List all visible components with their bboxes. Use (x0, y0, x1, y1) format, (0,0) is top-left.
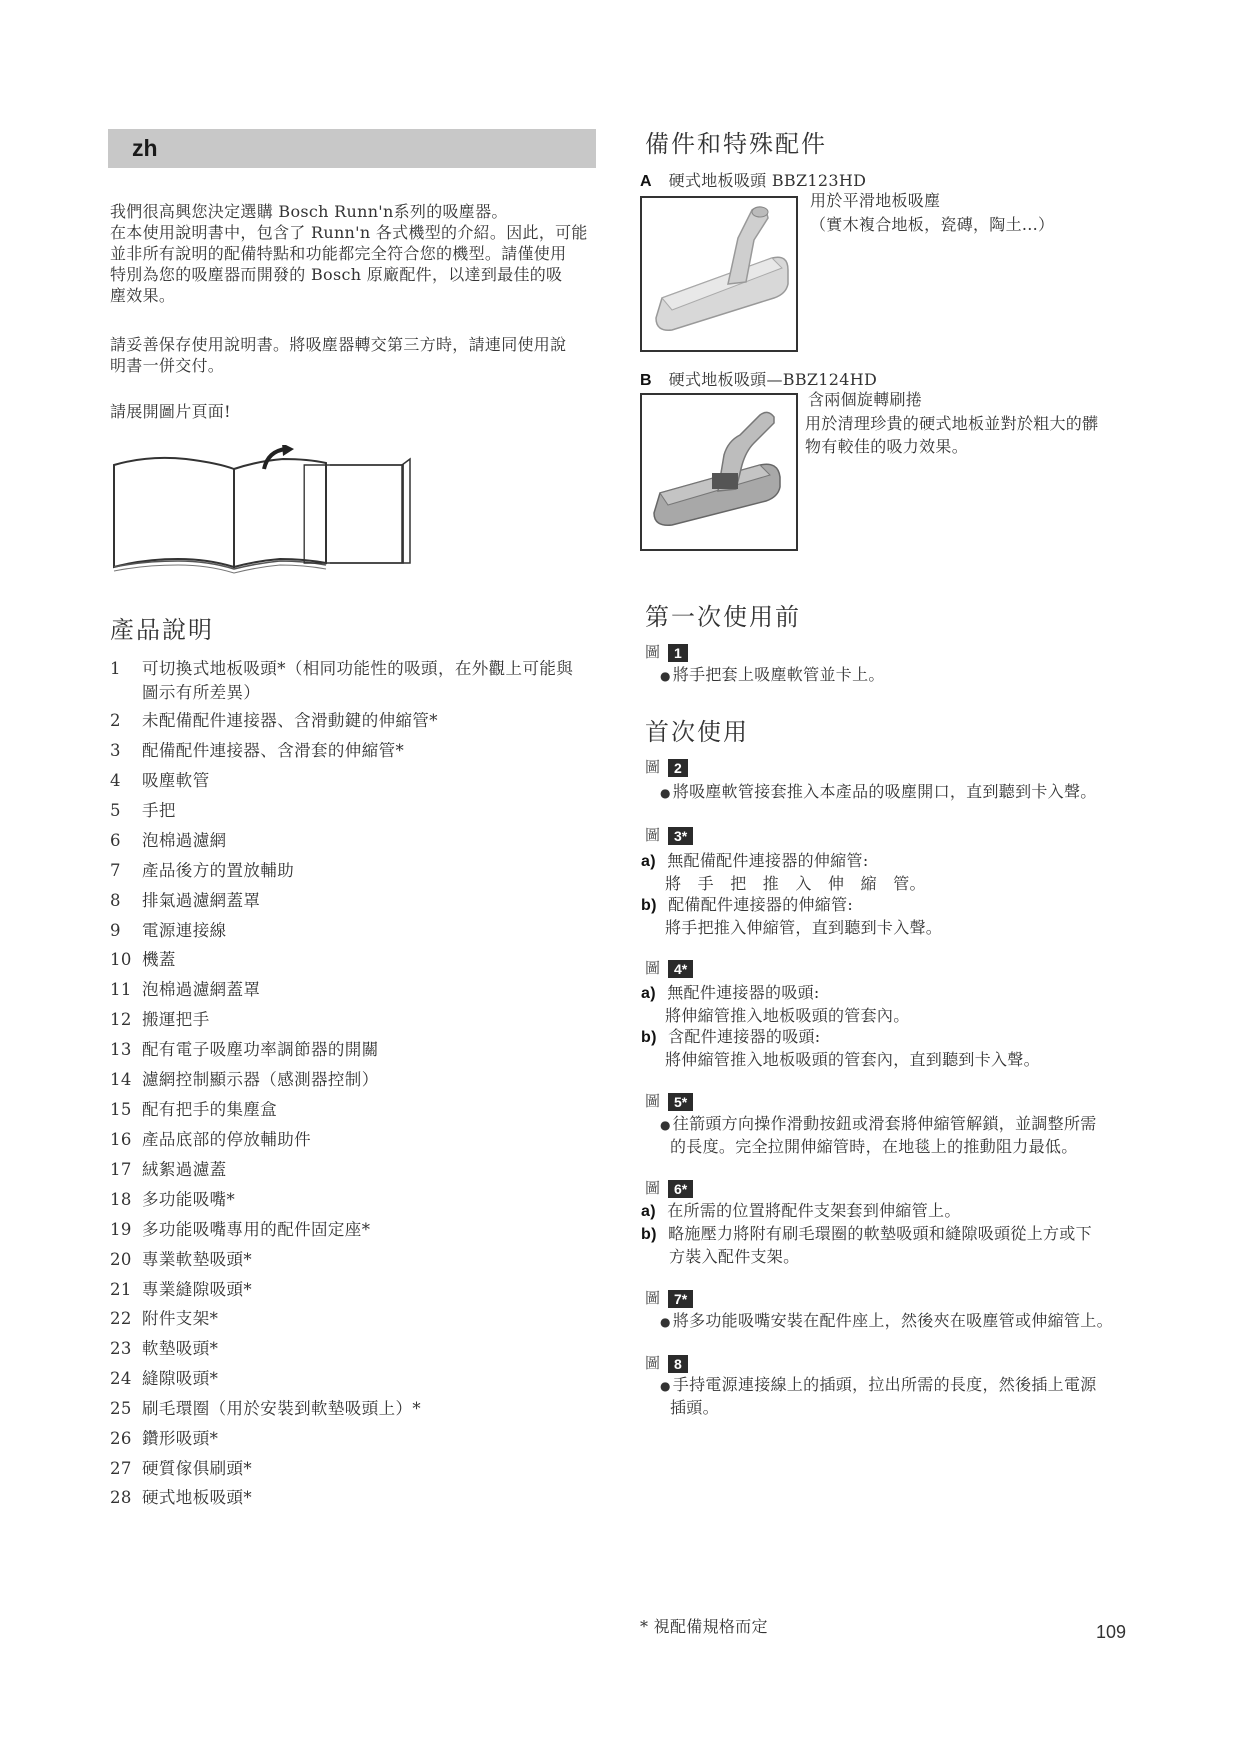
list-item (110, 767, 210, 791)
item-text: 排氣過濾網蓋罩 (142, 891, 261, 910)
item-text: 硬質傢俱刷頭* (142, 1459, 253, 1478)
sub-step-text: 將 手 把 推 入 伸 縮 管。 (665, 874, 926, 893)
list-item (110, 1305, 218, 1329)
item-number: 12 (110, 1010, 132, 1029)
intro-line: 特別為您的吸塵器而開發的 Bosch 原廠配件，以達到最佳的吸 (110, 265, 563, 284)
item-number: 6 (110, 831, 121, 850)
item-number: 16 (110, 1130, 132, 1149)
list-item (110, 1156, 227, 1180)
figure-5-ref (645, 1090, 693, 1111)
item-text: 機蓋 (142, 950, 176, 969)
step-3b (641, 894, 942, 939)
list-item (110, 1395, 421, 1419)
step-1-text: ● 將手把套上吸塵軟管並卡上。 (660, 664, 885, 687)
item-text: 配有把手的集塵盒 (142, 1100, 278, 1119)
list-item (110, 976, 260, 1000)
figure-number-badge: 8 (668, 1355, 688, 1373)
intro-line: 請妥善保存使用說明書。將吸塵器轉交第三方時，請連同使用說 (110, 335, 567, 354)
item-number: 20 (110, 1250, 132, 1269)
sub-step-text: 無配件連接器的吸頭: (667, 983, 820, 1002)
intro-line: 在本使用說明書中，包含了 Runn'n 各式機型的介紹。因此，可能 (110, 223, 588, 242)
language-tag: zh (132, 135, 158, 161)
sub-step-label: b) (641, 1226, 657, 1243)
figure-number-badge: 5* (668, 1093, 693, 1111)
figure-number-badge: 6* (668, 1180, 693, 1198)
accessory-b-title: 硬式地板吸頭—BBZ124HD (668, 370, 878, 389)
item-number: 19 (110, 1220, 132, 1239)
item-text: 多功能吸嘴* (142, 1190, 236, 1209)
hard-floor-nozzle-a-image (640, 196, 798, 352)
figure-label: 圖 (645, 1289, 661, 1307)
item-number: 22 (110, 1309, 132, 1328)
list-item (110, 1335, 218, 1359)
item-number: 9 (110, 921, 121, 940)
figure-label: 圖 (645, 826, 661, 844)
accessory-a-desc-1: 用於平滑地板吸塵 (810, 191, 941, 210)
figure-number-badge: 2 (668, 759, 688, 777)
sub-step-text: 方裝入配件支架。 (669, 1247, 800, 1266)
item-text: 配備配件連接器、含滑套的伸縮管* (142, 741, 405, 760)
step-line: ● 往箭頭方向操作滑動按鈕或滑套將伸縮管解鎖，並調整所需 (660, 1113, 1097, 1136)
figure-number-badge: 3* (668, 827, 693, 845)
accessory-b-letter: B (640, 372, 652, 389)
accessory-a-title: 硬式地板吸頭 BBZ123HD (668, 171, 867, 190)
step-2-text: ● 將吸塵軟管接套推入本產品的吸塵開口，直到聽到卡入聲。 (660, 781, 1097, 804)
figure-label: 圖 (645, 643, 661, 661)
accessory-b-desc-1: 含兩個旋轉刷捲 (808, 390, 923, 409)
accessory-a-letter: A (640, 173, 652, 190)
list-item (110, 827, 227, 851)
figure-8-ref (645, 1352, 688, 1373)
open-book-illustration (108, 445, 418, 585)
item-number: 2 (110, 711, 121, 730)
figure-3-ref (645, 824, 693, 845)
figure-2-ref (645, 756, 688, 777)
step-line: 插頭。 (670, 1398, 719, 1417)
sub-step-text: 含配件連接器的吸頭: (668, 1027, 821, 1046)
item-text: 泡棉過濾網 (142, 831, 227, 850)
accessory-b-desc-2: 用於清理珍貴的硬式地板並對於粗大的髒 (805, 414, 1099, 433)
before-first-use-heading: 第一次使用前 (645, 603, 801, 631)
step-line: ● 手持電源連接線上的插頭，拉出所需的長度，然後插上電源 (660, 1374, 1097, 1397)
item-text: 附件支架* (142, 1309, 219, 1328)
list-item (110, 1455, 252, 1479)
item-number: 26 (110, 1429, 132, 1448)
accessory-b-desc-3: 物有較佳的吸力效果。 (805, 437, 969, 456)
list-item (110, 946, 176, 970)
step-6a (641, 1200, 961, 1223)
item-text: 手把 (142, 801, 176, 820)
page-number: 109 (1096, 1622, 1127, 1642)
list-item (110, 1365, 218, 1389)
step-4b (641, 1026, 1040, 1071)
item-text-continued: 圖示有所差異） (142, 683, 261, 702)
sub-step-text: 將伸縮管推入地板吸頭的管套內，直到聽到卡入聲。 (665, 1050, 1040, 1069)
item-text: 絨絮過濾蓋 (142, 1160, 227, 1179)
footnote: * 視配備規格而定 (640, 1617, 768, 1636)
item-number: 3 (110, 741, 121, 760)
accessory-a-desc-2: （實木複合地板，瓷磚，陶土...） (810, 215, 1055, 234)
list-item (110, 707, 438, 731)
list-item (110, 797, 176, 821)
sub-step-label: a) (641, 1203, 656, 1220)
list-item (110, 1186, 235, 1210)
item-text: 吸塵軟管 (142, 771, 210, 790)
step-8-text (660, 1374, 1097, 1419)
intro-line: 塵效果。 (110, 286, 176, 305)
step-6b (641, 1223, 1092, 1268)
list-item (110, 655, 573, 703)
item-text: 泡棉過濾網蓋罩 (142, 980, 261, 999)
sub-step-label: b) (641, 897, 657, 914)
step-7-text: ● 將多功能吸嘴安裝在配件座上，然後夾在吸塵管或伸縮管上。 (660, 1310, 1113, 1333)
item-text: 產品底部的停放輔助件 (142, 1130, 311, 1149)
accessories-heading: 備件和特殊配件 (645, 130, 827, 158)
sub-step-text: 將伸縮管推入地板吸頭的管套內。 (665, 1006, 910, 1025)
sub-step-text: 在所需的位置將配件支架套到伸縮管上。 (667, 1201, 961, 1220)
item-number: 17 (110, 1160, 132, 1179)
figure-number-badge: 4* (668, 960, 693, 978)
list-item (110, 737, 404, 761)
step-4a (641, 982, 910, 1027)
product-heading: 產品說明 (110, 616, 214, 644)
figure-label: 圖 (645, 1354, 661, 1372)
item-number: 23 (110, 1339, 132, 1358)
item-number: 15 (110, 1100, 132, 1119)
sub-step-text: 配備配件連接器的伸縮管: (668, 895, 854, 914)
item-text: 可切換式地板吸頭*（相同功能性的吸頭，在外觀上可能與 (142, 659, 574, 678)
list-item (110, 1216, 370, 1240)
item-text: 配有電子吸塵功率調節器的開關 (142, 1040, 379, 1059)
list-item (110, 1126, 311, 1150)
item-number: 1 (110, 659, 121, 678)
step-line: 的長度。完全拉開伸縮管時，在地毯上的推動阻力最低。 (670, 1137, 1078, 1156)
list-item (110, 857, 294, 881)
item-number: 24 (110, 1369, 132, 1388)
figure-6-ref (645, 1177, 693, 1198)
hard-floor-nozzle-b-image (640, 393, 798, 551)
figure-label: 圖 (645, 758, 661, 776)
unfold-instruction: 請展開圖片頁面! (110, 402, 231, 421)
item-number: 28 (110, 1488, 132, 1507)
sub-step-text: 將手把推入伸縮管，直到聽到卡入聲。 (665, 918, 943, 937)
item-number: 13 (110, 1040, 132, 1059)
item-text: 多功能吸嘴專用的配件固定座* (142, 1220, 371, 1239)
item-text: 未配備配件連接器、含滑動鍵的伸縮管* (142, 711, 438, 730)
list-item (110, 1246, 252, 1270)
item-text: 專業軟墊吸頭* (142, 1250, 253, 1269)
intro-paragraph-1 (110, 201, 640, 306)
item-text: 軟墊吸頭* (142, 1339, 219, 1358)
item-number: 10 (110, 950, 132, 969)
item-text: 鑽形吸頭* (142, 1429, 219, 1448)
item-text: 縫隙吸頭* (142, 1369, 219, 1388)
first-use-heading: 首次使用 (645, 718, 749, 746)
item-text: 專業縫隙吸頭* (142, 1280, 253, 1299)
figure-7-ref (645, 1287, 693, 1308)
nozzle-a-icon (642, 198, 796, 350)
figure-label: 圖 (645, 1179, 661, 1197)
intro-paragraph-2 (110, 334, 640, 376)
item-number: 5 (110, 801, 121, 820)
intro-line: 並非所有說明的配備特點和功能都完全符合您的機型。請僅使用 (110, 244, 567, 263)
figure-4-ref (645, 957, 693, 978)
step-5-text (660, 1113, 1097, 1158)
list-item (110, 887, 260, 911)
item-number: 14 (110, 1070, 132, 1089)
sub-step-text: 略施壓力將附有刷毛環圈的軟墊吸頭和縫隙吸頭從上方或下 (668, 1224, 1092, 1243)
language-bar (108, 129, 596, 168)
figure-1-ref (645, 641, 688, 662)
figure-label: 圖 (645, 959, 661, 977)
item-number: 8 (110, 891, 121, 910)
figure-number-badge: 7* (668, 1290, 693, 1308)
list-item (110, 1276, 252, 1300)
item-number: 4 (110, 771, 121, 790)
item-number: 25 (110, 1399, 132, 1418)
item-number: 21 (110, 1280, 132, 1299)
item-text: 刷毛環圈（用於安裝到軟墊吸頭上）* (142, 1399, 422, 1418)
nozzle-b-icon (642, 395, 796, 549)
item-text: 產品後方的置放輔助 (142, 861, 295, 880)
item-text: 電源連接線 (142, 921, 227, 940)
intro-line: 明書一併交付。 (110, 356, 225, 375)
item-number: 27 (110, 1459, 132, 1478)
item-number: 7 (110, 861, 121, 880)
list-item (110, 1036, 379, 1060)
sub-step-label: b) (641, 1029, 657, 1046)
item-text: 搬運把手 (142, 1010, 210, 1029)
list-item (110, 1006, 210, 1030)
list-item (110, 1066, 379, 1090)
figure-label: 圖 (645, 1092, 661, 1110)
intro-line: 我們很高興您決定選購 Bosch Runn'n系列的吸塵器。 (110, 202, 508, 221)
sub-step-text: 無配備配件連接器的伸縮管: (667, 851, 869, 870)
item-text: 硬式地板吸頭* (142, 1488, 253, 1507)
item-text: 濾網控制顯示器（感測器控制） (142, 1070, 379, 1089)
list-item (110, 1484, 252, 1508)
figure-number-badge: 1 (668, 644, 688, 662)
sub-step-label: a) (641, 853, 656, 870)
item-number: 18 (110, 1190, 132, 1209)
sub-step-label: a) (641, 985, 656, 1002)
item-number: 11 (110, 980, 132, 999)
list-item (110, 1096, 277, 1120)
list-item (110, 917, 227, 941)
list-item (110, 1425, 218, 1449)
step-3a (641, 850, 926, 895)
